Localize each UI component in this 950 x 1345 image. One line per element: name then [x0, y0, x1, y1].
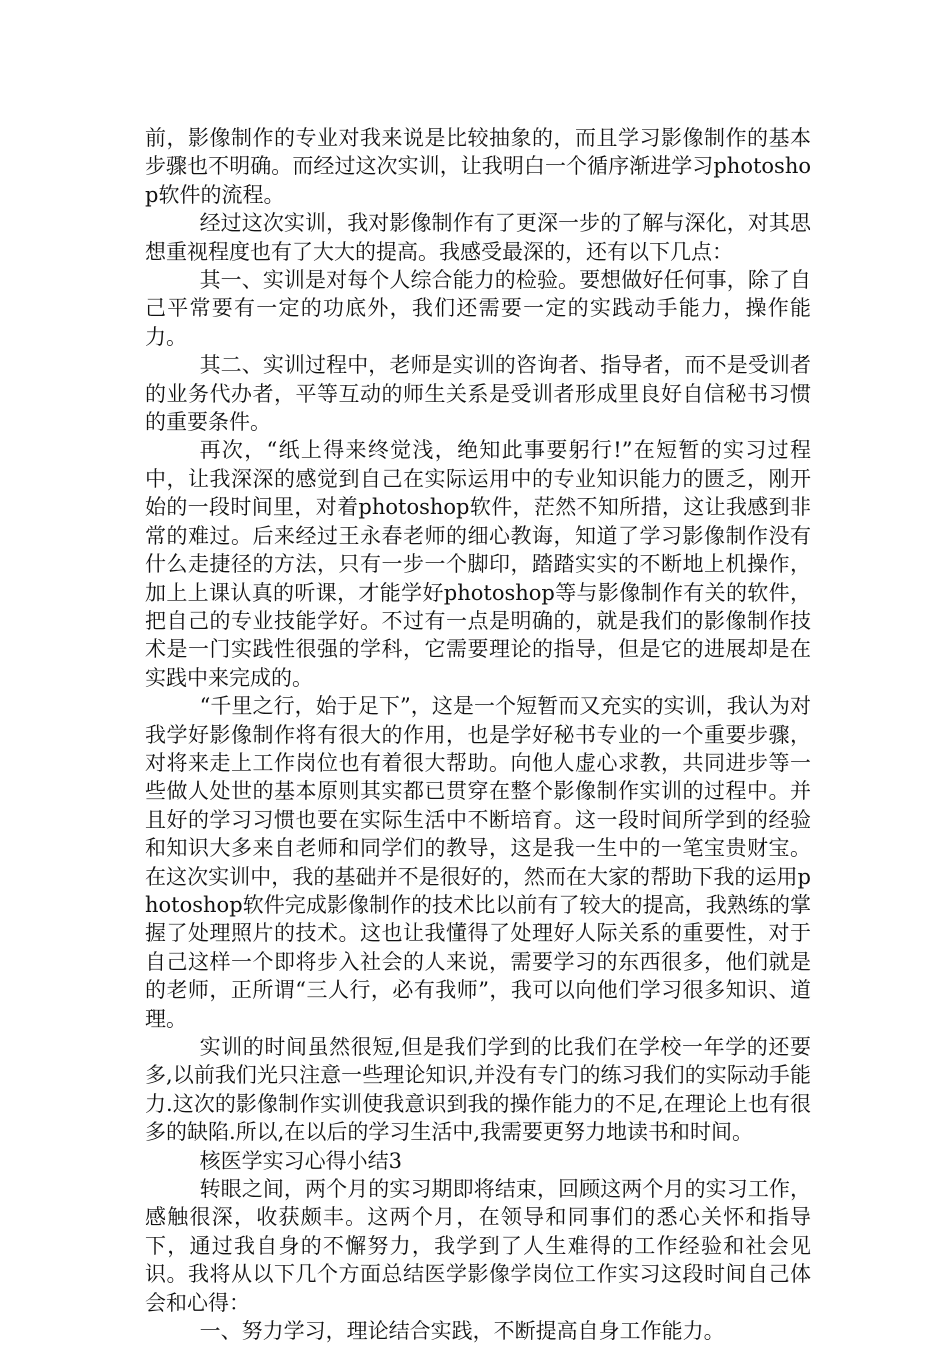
paragraph-6: “千里之行，始于足下”，这是一个短暂而又充实的实训，我认为对我学好影像制作将有很大的作用，也是学好秘书专业的一个重要步骤，对将来走上工作岗位也有着很大帮助。向他人虚心求教，共同进步等一些做人处世的基本原则其实都已贯穿在整个影像制作实训的过程中。并且好的学习习惯也要在实际生活中不断培育。这一段时间所学到的经验和知识大多来自老师和同学们的教导，这是我一生中的一笔宝贵财宝。在这次实训中，我的基础并不是很好的，然而在大家的帮助下我的运用photoshop软件完成影像制作的技术比以前有了较大的提高，我熟练的掌握了处理照片的技术。这也让我懂得了处理好人际关系的重要性，对于自己这样一个即将步入社会的人来说，需要学习的东西很多，他们就是的老师，正所谓“三人行，必有我师”，我可以向他们学习很多知识、道理。	[145, 694, 811, 1031]
section-heading: 核医学实习心得小结3	[199, 1148, 402, 1173]
paragraph-9: 一、努力学习，理论结合实践，不断提高自身工作能力。	[199, 1319, 725, 1344]
paragraph-4: 其二、实训过程中，老师是实训的咨询者、指导者，而不是受训者的业务代办者，平等互动的师生关系是受训者形成里良好自信秘书习惯的重要条件。	[145, 353, 811, 435]
paragraph-2: 经过这次实训，我对影像制作有了更深一步的了解与深化，对其思想重视程度也有了大大的提高。我感受最深的，还有以下几点：	[145, 211, 811, 264]
paragraph-3: 其一、实训是对每个人综合能力的检验。要想做好任何事，除了自己平常要有一定的功底外，我们还需要一定的实践动手能力，操作能力。	[145, 268, 811, 349]
paragraph-1: 前，影像制作的专业对我来说是比较抽象的，而且学习影像制作的基本步骤也不明确。而经过这次实训，让我明白一个循序渐进学习photoshop软件的流程。	[145, 126, 811, 207]
paragraph-5: 再次，“纸上得来终觉浅，绝知此事要躬行!”在短暂的实习过程中，让我深深的感觉到自己在实际运用中的专业知识能力的匮乏，刚开始的一段时间里，对着photoshop软件，茫然不知所措，这让我感到非常的难过。后来经过王永春老师的细心教诲，知道了学习影像制作没有什么走捷径的方法，只有一步一个脚印，踏踏实实的不断地上机操作，加上上课认真的听课，才能学好photoshop等与影像制作有关的软件，把自己的专业技能学好。不过有一点是明确的，就是我们的影像制作技术是一门实践性很强的学科，它需要理论的指导，但是它的进展却是在实践中来完成的。	[145, 438, 811, 690]
document-page	[145, 124, 811, 1345]
paragraph-7: 实训的时间虽然很短,但是我们学到的比我们在学校一年学的还要多,以前我们光只注意一些理论知识,并没有专门的练习我们的实际动手能力.这次的影像制作实训使我意识到我的操作能力的不足,在理论上也有很多的缺陷.所以,在以后的学习生活中,我需要更努力地读书和时间。	[145, 1035, 811, 1145]
paragraph-8: 转眼之间，两个月的实习期即将结束，回顾这两个月的实习工作，感触很深，收获颇丰。这两个月，在领导和同事们的悉心关怀和指导下，通过我自身的不懈努力，我学到了人生难得的工作经验和社会见识。我将从以下几个方面总结医学影像学岗位工作实习这段时间自己体会和心得：	[145, 1177, 811, 1315]
